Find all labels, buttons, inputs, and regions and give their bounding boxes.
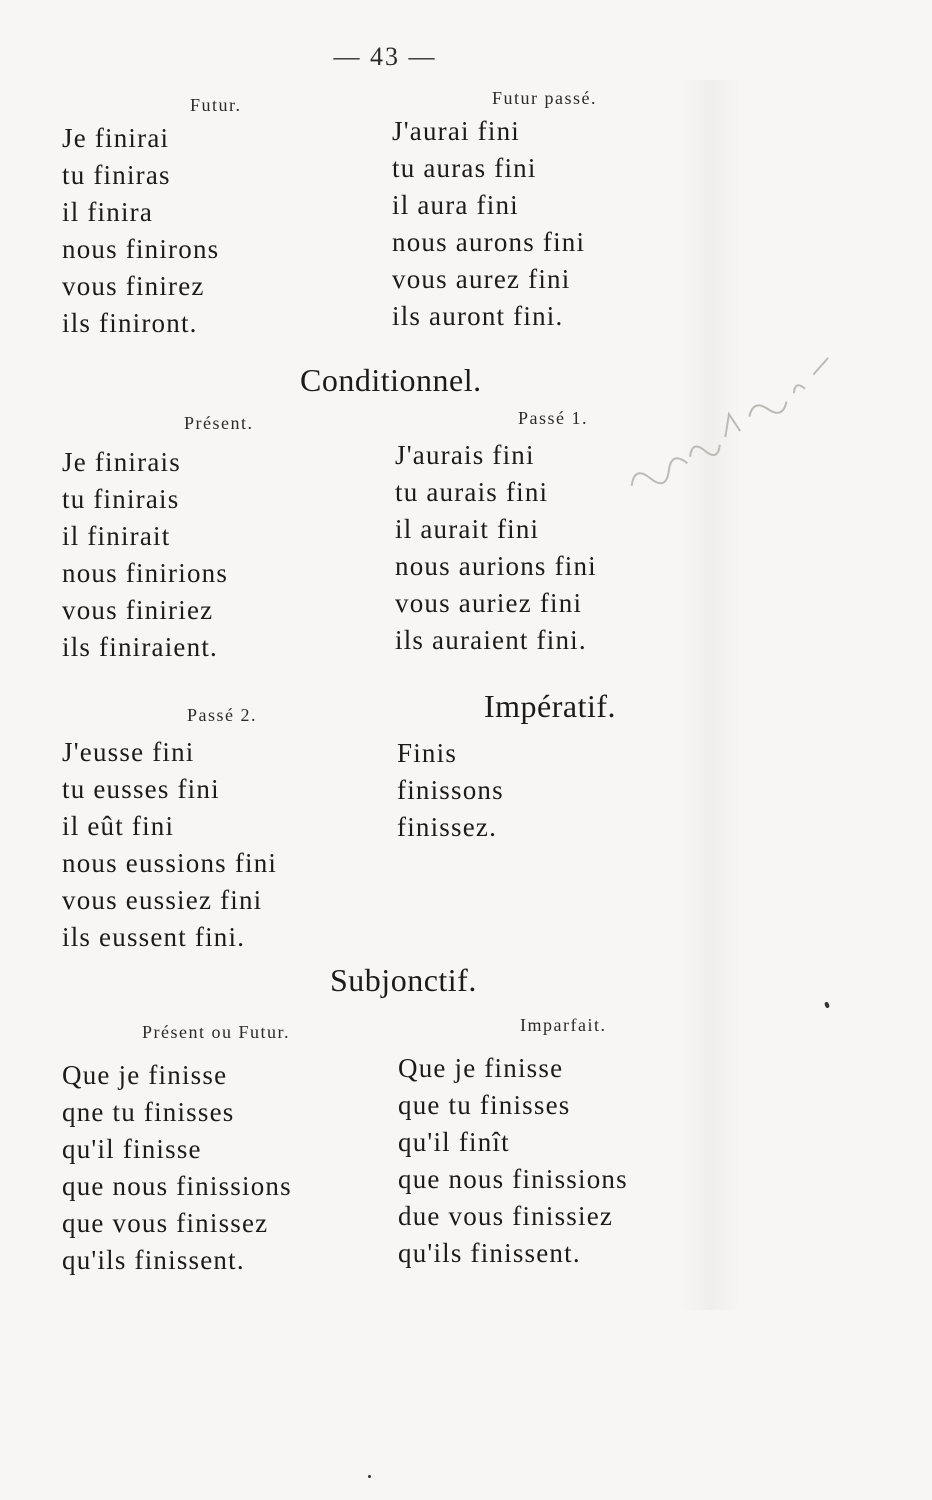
conjugation-line: que vous finissez <box>62 1208 269 1238</box>
conjugation-line: ils finiraient. <box>62 632 218 662</box>
conjugation-line: nous aurions fini <box>395 551 597 581</box>
conjugation-line: que nous finissions <box>62 1171 292 1201</box>
imperatif-block <box>397 735 504 846</box>
conjugation-line: Je finirai <box>62 123 170 153</box>
conjugation-line: due vous finissiez <box>398 1201 614 1231</box>
conjugation-line: que nous finissions <box>398 1164 628 1194</box>
conjugation-line: nous eussions fini <box>62 848 278 878</box>
conjugation-line: vous finirez <box>62 271 205 301</box>
conditionnel-passe2-heading: Passé 2. <box>187 705 257 725</box>
conjugation-line: tu finiras <box>62 160 171 190</box>
conjugation-line: il finirait <box>62 521 171 551</box>
futur-passe-list <box>392 113 597 335</box>
imperatif-list <box>397 735 504 846</box>
futur-passe-heading: Futur passé. <box>492 88 597 108</box>
futur-block <box>62 95 242 342</box>
conjugation-line: qne tu finisses <box>62 1097 235 1127</box>
conjugation-line: Que je finisse <box>62 1060 228 1090</box>
conjugation-line: nous aurons fini <box>392 227 586 257</box>
conjugation-line: vous finiriez <box>62 595 214 625</box>
conjugation-line: vous aurez fini <box>392 264 571 294</box>
conjugation-line: nous finirons <box>62 234 220 264</box>
conjugation-line: qu'ils finissent. <box>62 1245 245 1275</box>
conjugation-line: il aurait fini <box>395 514 540 544</box>
show-through-shadow <box>680 80 740 1310</box>
conjugation-line: Je finirais <box>62 447 181 477</box>
conjugation-line: vous auriez fini <box>395 588 583 618</box>
pencil-annotation <box>608 344 875 506</box>
page-number: — 43 — <box>333 42 437 71</box>
conjugation-line: tu finirais <box>62 484 180 514</box>
conjugation-line: finissons <box>397 775 504 805</box>
conjugation-line: ils auraient fini. <box>395 625 587 655</box>
conjugation-line: tu eusses fini <box>62 774 220 804</box>
conjugation-line: qu'ils finissent. <box>398 1238 581 1268</box>
futur-list <box>62 120 242 342</box>
futur-heading: Futur. <box>190 95 242 115</box>
conjugation-line: il aura fini <box>392 190 519 220</box>
subjonctif-present-block <box>62 1022 292 1279</box>
conjugation-line: Finis <box>397 738 458 768</box>
conjugation-line: ils eussent fini. <box>62 922 246 952</box>
conjugation-line: il eût fini <box>62 811 175 841</box>
conjugation-line: vous eussiez fini <box>62 885 263 915</box>
ink-speck <box>368 1475 371 1478</box>
subjonctif-heading: Subjonctif. <box>330 962 477 998</box>
conjugation-line: il finira <box>62 197 154 227</box>
conditionnel-passe1-heading: Passé 1. <box>518 408 588 428</box>
futur-passe-block <box>392 88 597 335</box>
conditionnel-present-list <box>62 444 254 666</box>
conjugation-line: finissez. <box>397 812 498 842</box>
conjugation-line: qu'il finisse <box>62 1134 202 1164</box>
ink-speck <box>824 1001 830 1008</box>
subjonctif-imparfait-list <box>398 1050 628 1272</box>
conditionnel-present-heading: Présent. <box>184 413 254 433</box>
conjugation-line: tu aurais fini <box>395 477 549 507</box>
conjugation-line: J'aurai fini <box>392 116 520 146</box>
conjugation-line: J'eusse fini <box>62 737 195 767</box>
conjugation-line: ils finiront. <box>62 308 198 338</box>
imperatif-heading: Impératif. <box>484 688 617 724</box>
conditionnel-passe1-block <box>395 408 597 659</box>
conditionnel-present-block <box>62 413 254 666</box>
subjonctif-imparfait-block <box>398 1015 628 1272</box>
subjonctif-present-heading: Présent ou Futur. <box>142 1022 291 1042</box>
conjugation-line: Que je finisse <box>398 1053 564 1083</box>
conditionnel-passe1-list <box>395 437 597 659</box>
conditionnel-heading: Conditionnel. <box>300 362 482 398</box>
conditionnel-passe2-list <box>62 734 277 956</box>
conjugation-line: nous finirions <box>62 558 229 588</box>
conjugation-line: ils auront fini. <box>392 301 564 331</box>
conditionnel-passe2-block <box>62 705 277 956</box>
conjugation-line: tu auras fini <box>392 153 537 183</box>
conjugation-line: qu'il finît <box>398 1127 510 1157</box>
conjugation-line: que tu finisses <box>398 1090 571 1120</box>
subjonctif-present-list <box>62 1057 292 1279</box>
conjugation-line: J'aurais fini <box>395 440 535 470</box>
subjonctif-imparfait-heading: Imparfait. <box>520 1015 607 1035</box>
